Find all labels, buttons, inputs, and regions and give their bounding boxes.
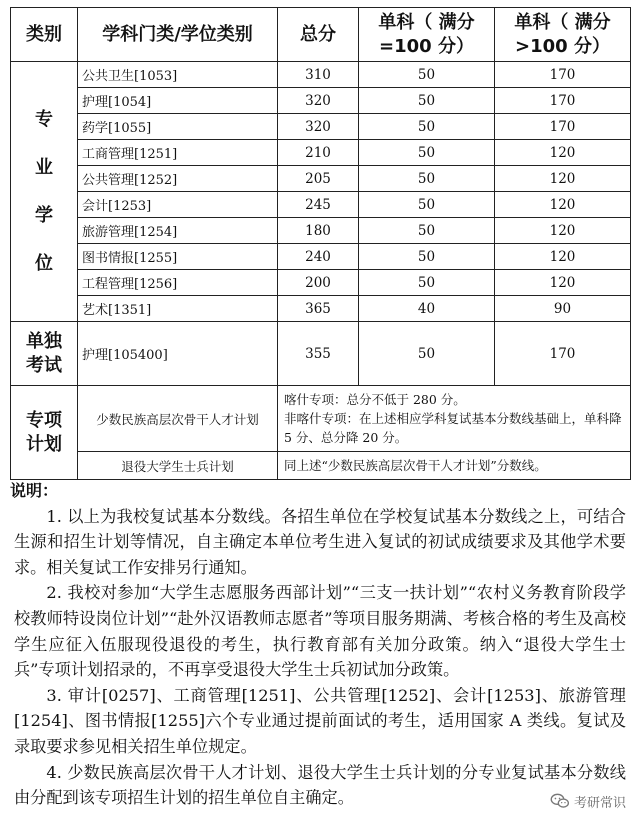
single-gt100-score: 170: [495, 62, 631, 88]
single-le100-score: 50: [359, 270, 495, 296]
single-gt100-score: 120: [495, 140, 631, 166]
single-le100-score: 50: [359, 62, 495, 88]
single-le100-score: 40: [359, 296, 495, 322]
notes-section: [10, 478, 626, 811]
single-le100-score: 50: [359, 88, 495, 114]
total-score: 205: [278, 166, 359, 192]
single-le100-score: 50: [359, 140, 495, 166]
special-plan-name: 退役大学生士兵计划: [78, 452, 278, 480]
score-table: [10, 7, 631, 480]
single-gt100-score: 120: [495, 270, 631, 296]
table-row: [11, 322, 631, 386]
single-gt100-score: 90: [495, 296, 631, 322]
total-score: 210: [278, 140, 359, 166]
note-item: 3. 审计[0257]、工商管理[1251]、公共管理[1252]、会计[1253]、旅游管理[1254]、图书情报[1255]六个专业通过提前面试的考生，适用国家 A 类线。复试及录取要求参见相关招生单位规定。: [14, 685, 626, 756]
single-le100-score: 50: [359, 166, 495, 192]
table-row: [11, 386, 631, 452]
header-single-le100: 单科（ 满分=100 分）: [359, 8, 495, 62]
special-plan-note: 喀什专项：总分不低于 280 分。 非喀什专项：在上述相应学科复试基本分数线基础上，单科降 5 分、总分降 20 分。: [278, 386, 631, 452]
single-le100-score: 50: [359, 192, 495, 218]
single-le100-score: 50: [359, 218, 495, 244]
single-gt100-score: 170: [495, 114, 631, 140]
single-gt100-score: 120: [495, 218, 631, 244]
discipline-name: 公共卫生[1053]: [78, 62, 278, 88]
header-total: 总分: [278, 8, 359, 62]
header-category: 类别: [11, 8, 78, 62]
total-score: 245: [278, 192, 359, 218]
single-gt100-score: 170: [495, 322, 631, 386]
total-score: 365: [278, 296, 359, 322]
discipline-name: 药学[1055]: [78, 114, 278, 140]
category-separate-exam: 单独 考试: [11, 322, 78, 386]
total-score: 180: [278, 218, 359, 244]
table-row: [11, 218, 631, 244]
discipline-name: 旅游管理[1254]: [78, 218, 278, 244]
special-plan-note: 同上述“少数民族高层次骨干人才计划”分数线。: [278, 452, 631, 480]
wechat-icon: [550, 791, 570, 811]
single-gt100-score: 120: [495, 166, 631, 192]
table-row: [11, 166, 631, 192]
notes-heading: 说明：: [10, 481, 59, 500]
special-plan-name: 少数民族高层次骨干人才计划: [78, 386, 278, 452]
table-row: [11, 452, 631, 480]
total-score: 240: [278, 244, 359, 270]
table-row: [11, 114, 631, 140]
discipline-name: 会计[1253]: [78, 192, 278, 218]
discipline-name: 工商管理[1251]: [78, 140, 278, 166]
note-item: 4. 少数民族高层次骨干人才计划、退役大学生士兵计划的分专业复试基本分数线由分配到该专项招生计划的招生单位自主确定。: [14, 762, 626, 808]
discipline-name: 图书情报[1255]: [78, 244, 278, 270]
discipline-name: 艺术[1351]: [78, 296, 278, 322]
single-le100-score: 50: [359, 244, 495, 270]
table-row: [11, 62, 631, 88]
watermark-text: 考研常识: [573, 795, 626, 811]
single-gt100-score: 120: [495, 244, 631, 270]
table-row: [11, 88, 631, 114]
note-item: 1. 以上为我校复试基本分数线。各招生单位在学校复试基本分数线之上，可结合生源和招生计划等情况，自主确定本单位考生进入复试的初试成绩要求及其他学术要求。相关复试工作安排另行通知。: [14, 506, 626, 577]
total-score: 310: [278, 62, 359, 88]
category-professional: 专 业 学 位: [11, 62, 78, 322]
header-single-gt100: 单科（ 满分>100 分）: [495, 8, 631, 62]
single-le100-score: 50: [359, 114, 495, 140]
discipline-name: 工程管理[1256]: [78, 270, 278, 296]
header-discipline: 学科门类/学位类别: [78, 8, 278, 62]
table-row: [11, 244, 631, 270]
total-score: 355: [278, 322, 359, 386]
single-gt100-score: 120: [495, 192, 631, 218]
note-item: 2. 我校对参加“大学生志愿服务西部计划”“三支一扶计划”“农村义务教育阶段学校教师特设岗位计划”“赴外汉语教师志愿者”等项目服务期满、考核合格的考生及高校学生应征入伍服现役退役的考生，执行教育部有关加分政策。纳入“退役大学生士兵”专项计划招录的，不再享受退役大学生士兵初试加分政策。: [14, 583, 626, 680]
watermark: [550, 791, 626, 811]
discipline-name: 护理[1054]: [78, 88, 278, 114]
single-gt100-score: 170: [495, 88, 631, 114]
table-row: [11, 296, 631, 322]
table-row: [11, 192, 631, 218]
table-row: [11, 140, 631, 166]
total-score: 320: [278, 114, 359, 140]
total-score: 200: [278, 270, 359, 296]
total-score: 320: [278, 88, 359, 114]
category-special-plan: 专项 计划: [11, 386, 78, 480]
table-header-row: [11, 8, 631, 62]
single-le100-score: 50: [359, 322, 495, 386]
discipline-name: 护理[105400]: [78, 322, 278, 386]
discipline-name: 公共管理[1252]: [78, 166, 278, 192]
table-row: [11, 270, 631, 296]
